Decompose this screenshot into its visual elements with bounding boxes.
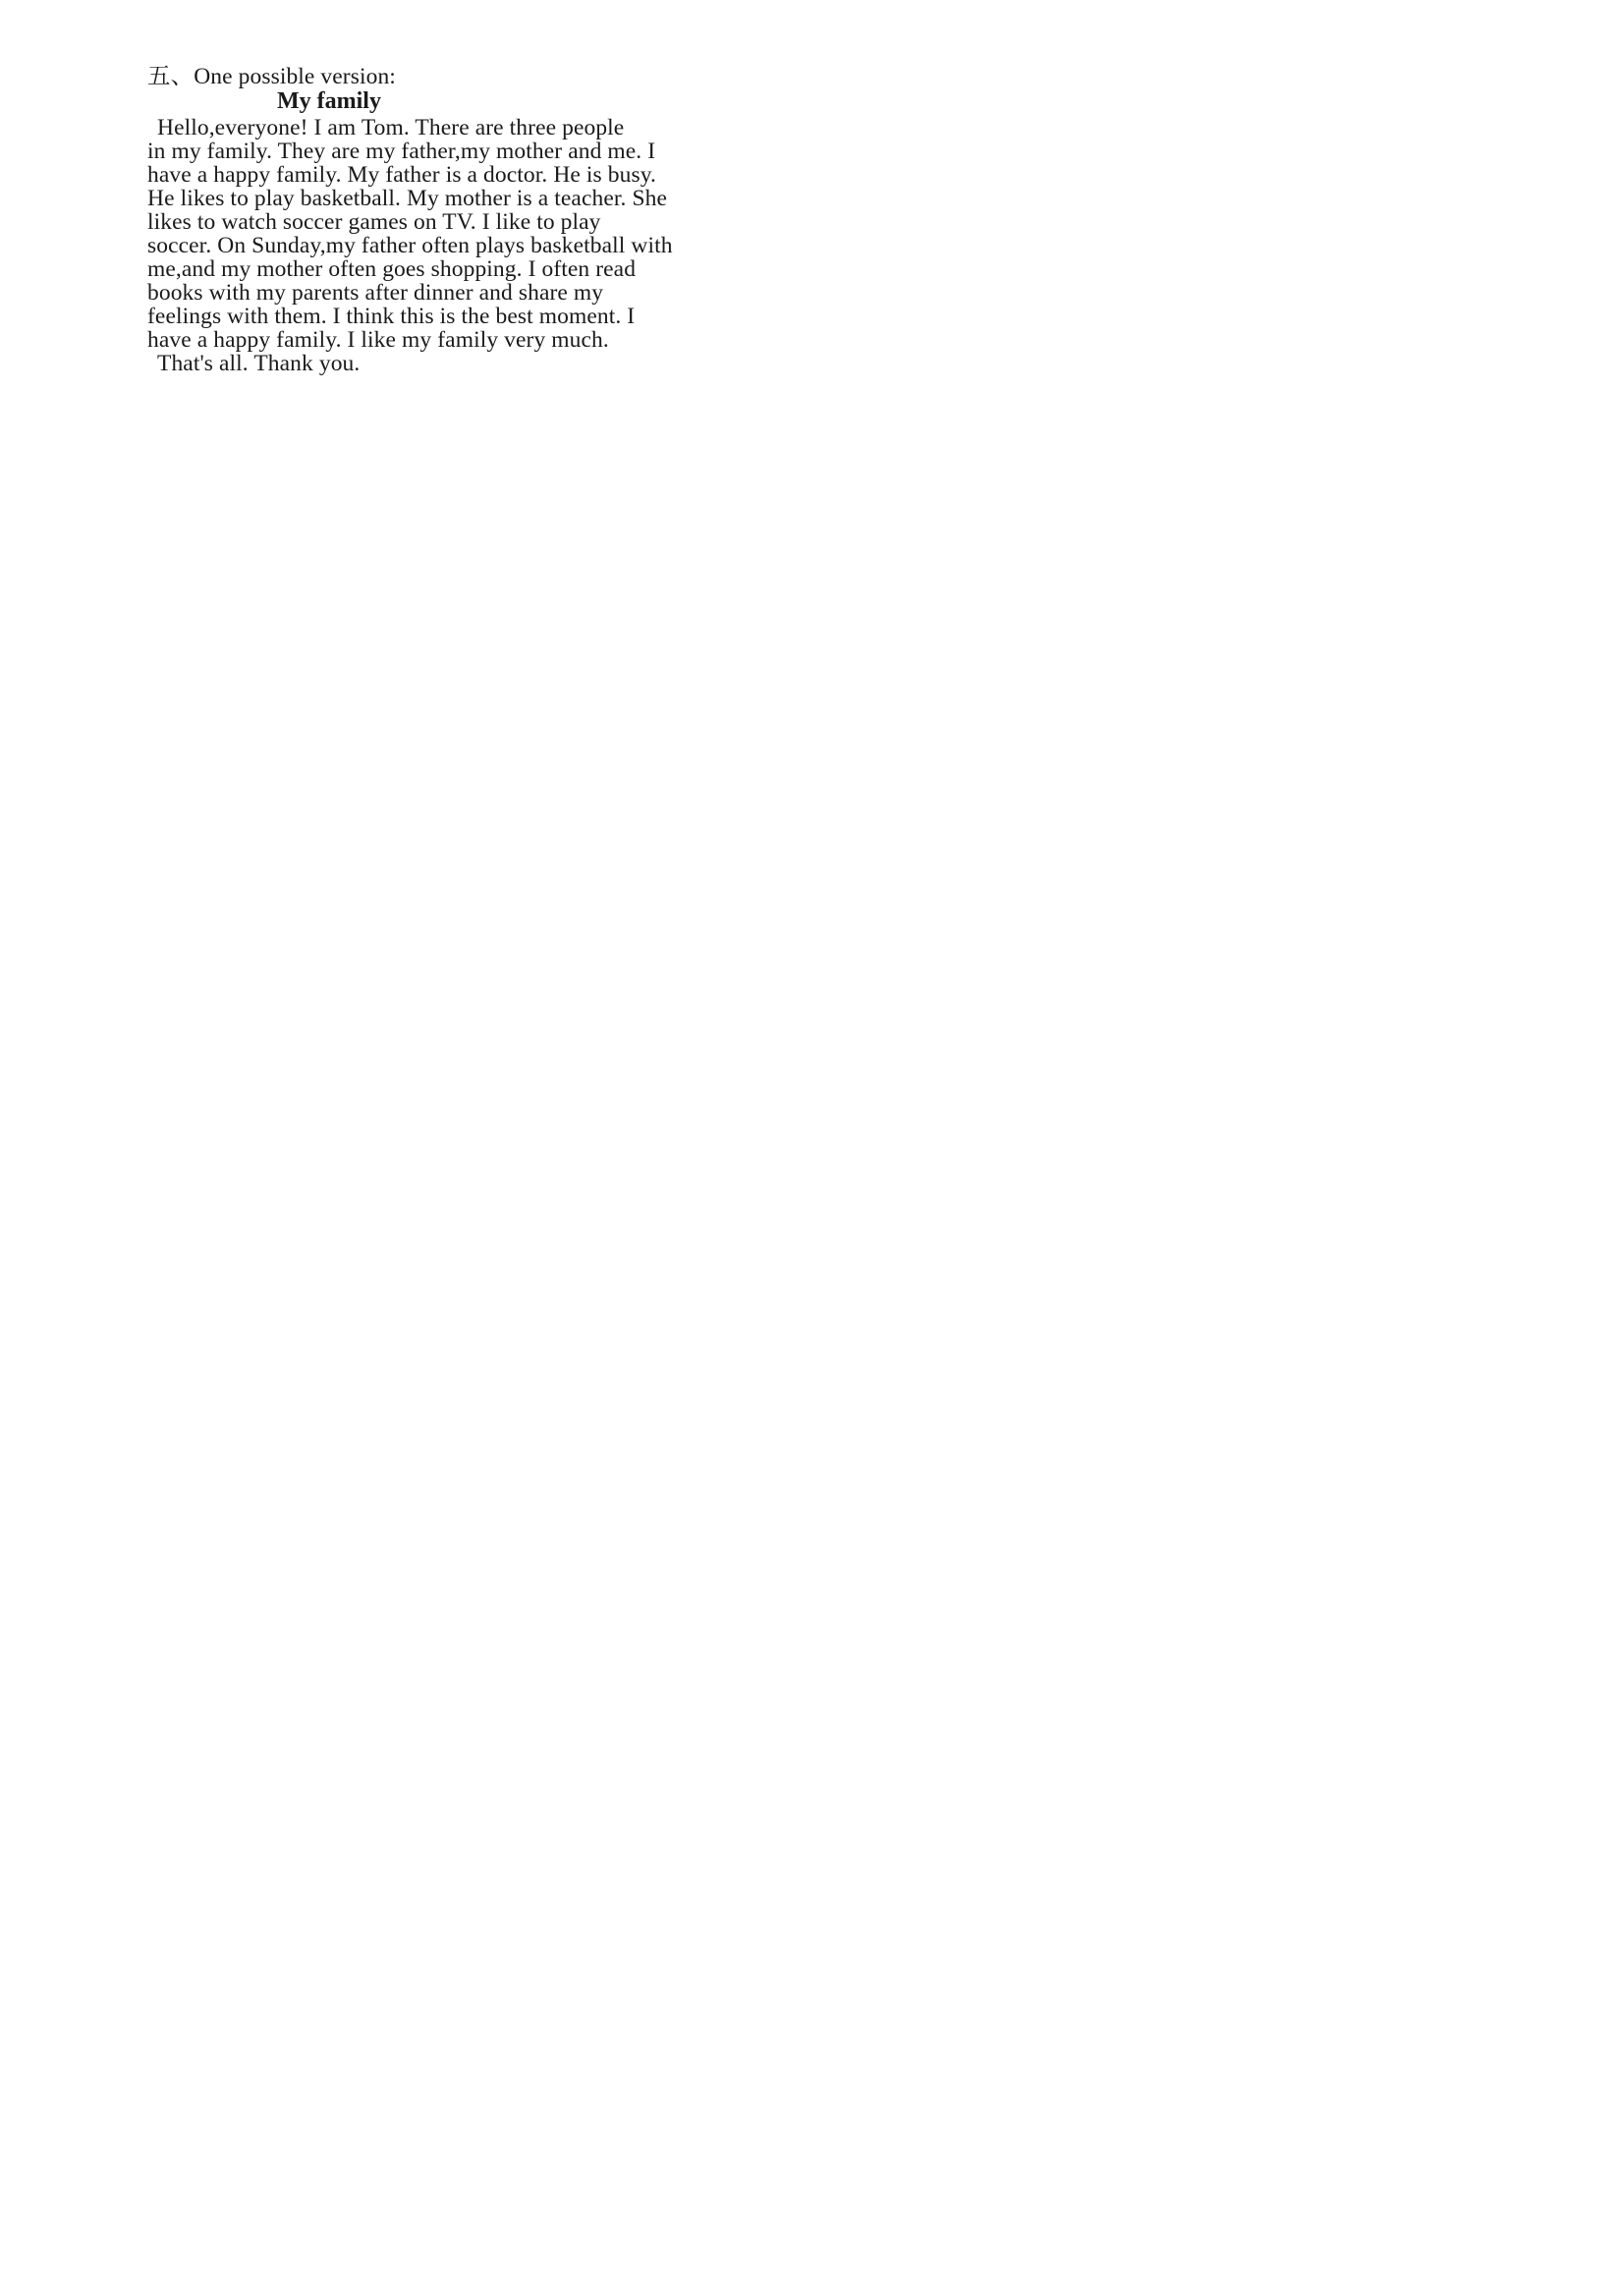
essay-line: feelings with them. I think this is the best moment. I [147,304,636,329]
essay-line: Hello,everyone! I am Tom. There are three people [157,115,625,140]
essay-line: likes to watch soccer games on TV. I like to play [147,209,601,235]
essay-intro: 五、One possible version: [147,64,396,89]
essay-line: books with my parents after dinner and share my [147,280,604,306]
essay-line: have a happy family. I like my family very much. [147,327,609,353]
essay-line: have a happy family. My father is a doctor. He is busy. [147,162,657,188]
essay-line: in my family. They are my father,my mother and me. I [147,139,656,164]
essay-title: My family [277,88,381,114]
essay-line: me,and my mother often goes shopping. I often read [147,256,637,282]
essay-line: That's all. Thank you. [157,351,361,376]
essay-line: He likes to play basketball. My mother is a teacher. She [147,186,667,211]
essay-line: soccer. On Sunday,my father often plays basketball with [147,233,673,258]
